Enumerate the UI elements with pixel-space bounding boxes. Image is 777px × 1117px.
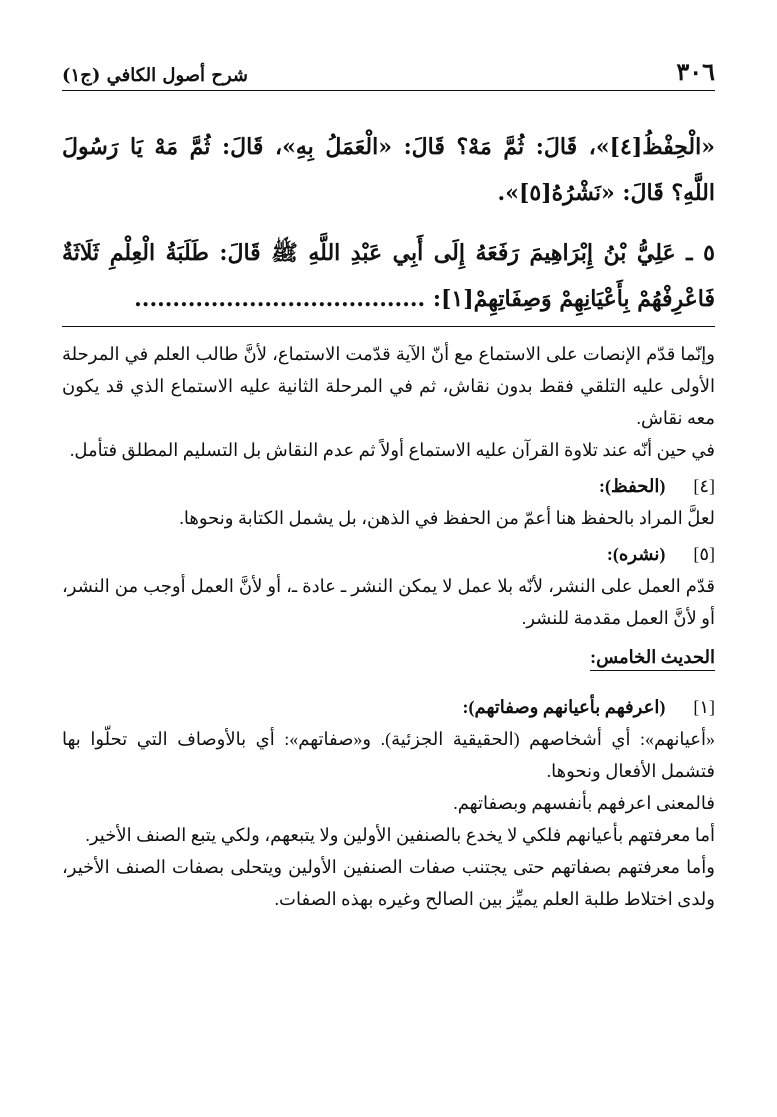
note-5-heading (62, 538, 715, 570)
note-5-title: (نشره): (606, 544, 666, 564)
section-title: الحديث الخامس: (590, 644, 715, 671)
hadith-paragraph-2 (62, 230, 715, 322)
note-4-ref: [٤] (693, 476, 715, 496)
note-4-text: لعلَّ المراد بالحفظ هنا أعمّ من الحفظ في الذهن، بل يشمل الكتابة ونحوها. (179, 508, 715, 528)
note-5-text: قدّم العمل على النشر، لأنّه بلا عمل لا يمكن النشر ـ عادة ـ، أو لأنَّ العمل أوجب من النشر، أو لأنَّ العمل مقدمة للنشر. (62, 576, 715, 628)
hadith-text (62, 124, 715, 336)
note-1-paragraph: فالمعنى اعرفهم بأنفسهم وبصفاتهم. (453, 793, 715, 813)
note-1-heading (62, 691, 715, 723)
hadith-5-text: ٥ ـ عَلِيُّ بْنُ إِبْرَاهِيمَ رَفَعَهُ إِلَى أَبِي عَبْدِ اللَّهِ ﷺ قَالَ: طَلَبَةُ الْعِلْمِ ثَلَاثَةٌ فَاعْرِفْهُمْ بِأَعْيَانِهِمْ وَصِفَاتِهِمْ[١]: (62, 240, 715, 312)
note-1-paragraph: «أعيانهم»: أي أشخاصهم (الحقيقية الجزئية). و«صفاتهم»: أي بالأوصاف التي تحلّوا بها فتشمل الأفعال ونحوها. (62, 729, 715, 781)
running-title: شرح أصول الكافي (ج١) (62, 65, 248, 86)
note-1-ref: [١] (693, 697, 715, 717)
note-1-paragraph: أما معرفتهم بأعيانهم فلكي لا يخدع بالصنفين الأولين ولا يتبعهم، ولكي يتبع الصنف الأخير. (85, 825, 715, 845)
page-number: ٣٠٦ (676, 57, 715, 86)
hadith-paragraph-1: «الْحِفْظُ[٤]»، قَالَ: ثُمَّ مَهْ؟ قَالَ: «الْعَمَلُ بِهِ»، قَالَ: ثُمَّ مَهْ يَا رَسُولَ اللَّهِ؟ قَالَ: «نَشْرُهُ[٥]». (62, 134, 715, 206)
note-1-title: (اعرفهم بأعيانهم وصفاتهم): (462, 697, 666, 717)
ellipsis-dots: ...................................... (134, 286, 426, 312)
note-4-heading (62, 470, 715, 502)
commentary (62, 338, 715, 915)
note-5-ref: [٥] (693, 544, 715, 564)
note-4-title: (الحفظ): (599, 476, 666, 496)
note-paragraph: وإنّما قدّم الإنصات على الاستماع مع أنّ الآية قدّمت الاستماع، لأنَّ طالب العلم في المرحلة الأولى عليه التلقي فقط بدون نقاش، ثم في المرحلة الثانية عليه الاستماع الذي قد يكون معه نقاش. (62, 344, 715, 428)
footnote-divider (62, 326, 715, 327)
note-paragraph: في حين أنّه عند تلاوة القرآن عليه الاستماع أولاً ثم عدم النقاش بل التسليم المطلق فتأمل. (69, 440, 715, 460)
page-header (62, 50, 715, 91)
note-1-paragraph: وأما معرفتهم بصفاتهم حتى يجتنب صفات الصنفين الأولين ويتحلى بصفات الصنف الأخير، ولدى اختلاط طلبة العلم يميِّز بين الصالح وغيره بهذه الصفات. (62, 857, 715, 909)
